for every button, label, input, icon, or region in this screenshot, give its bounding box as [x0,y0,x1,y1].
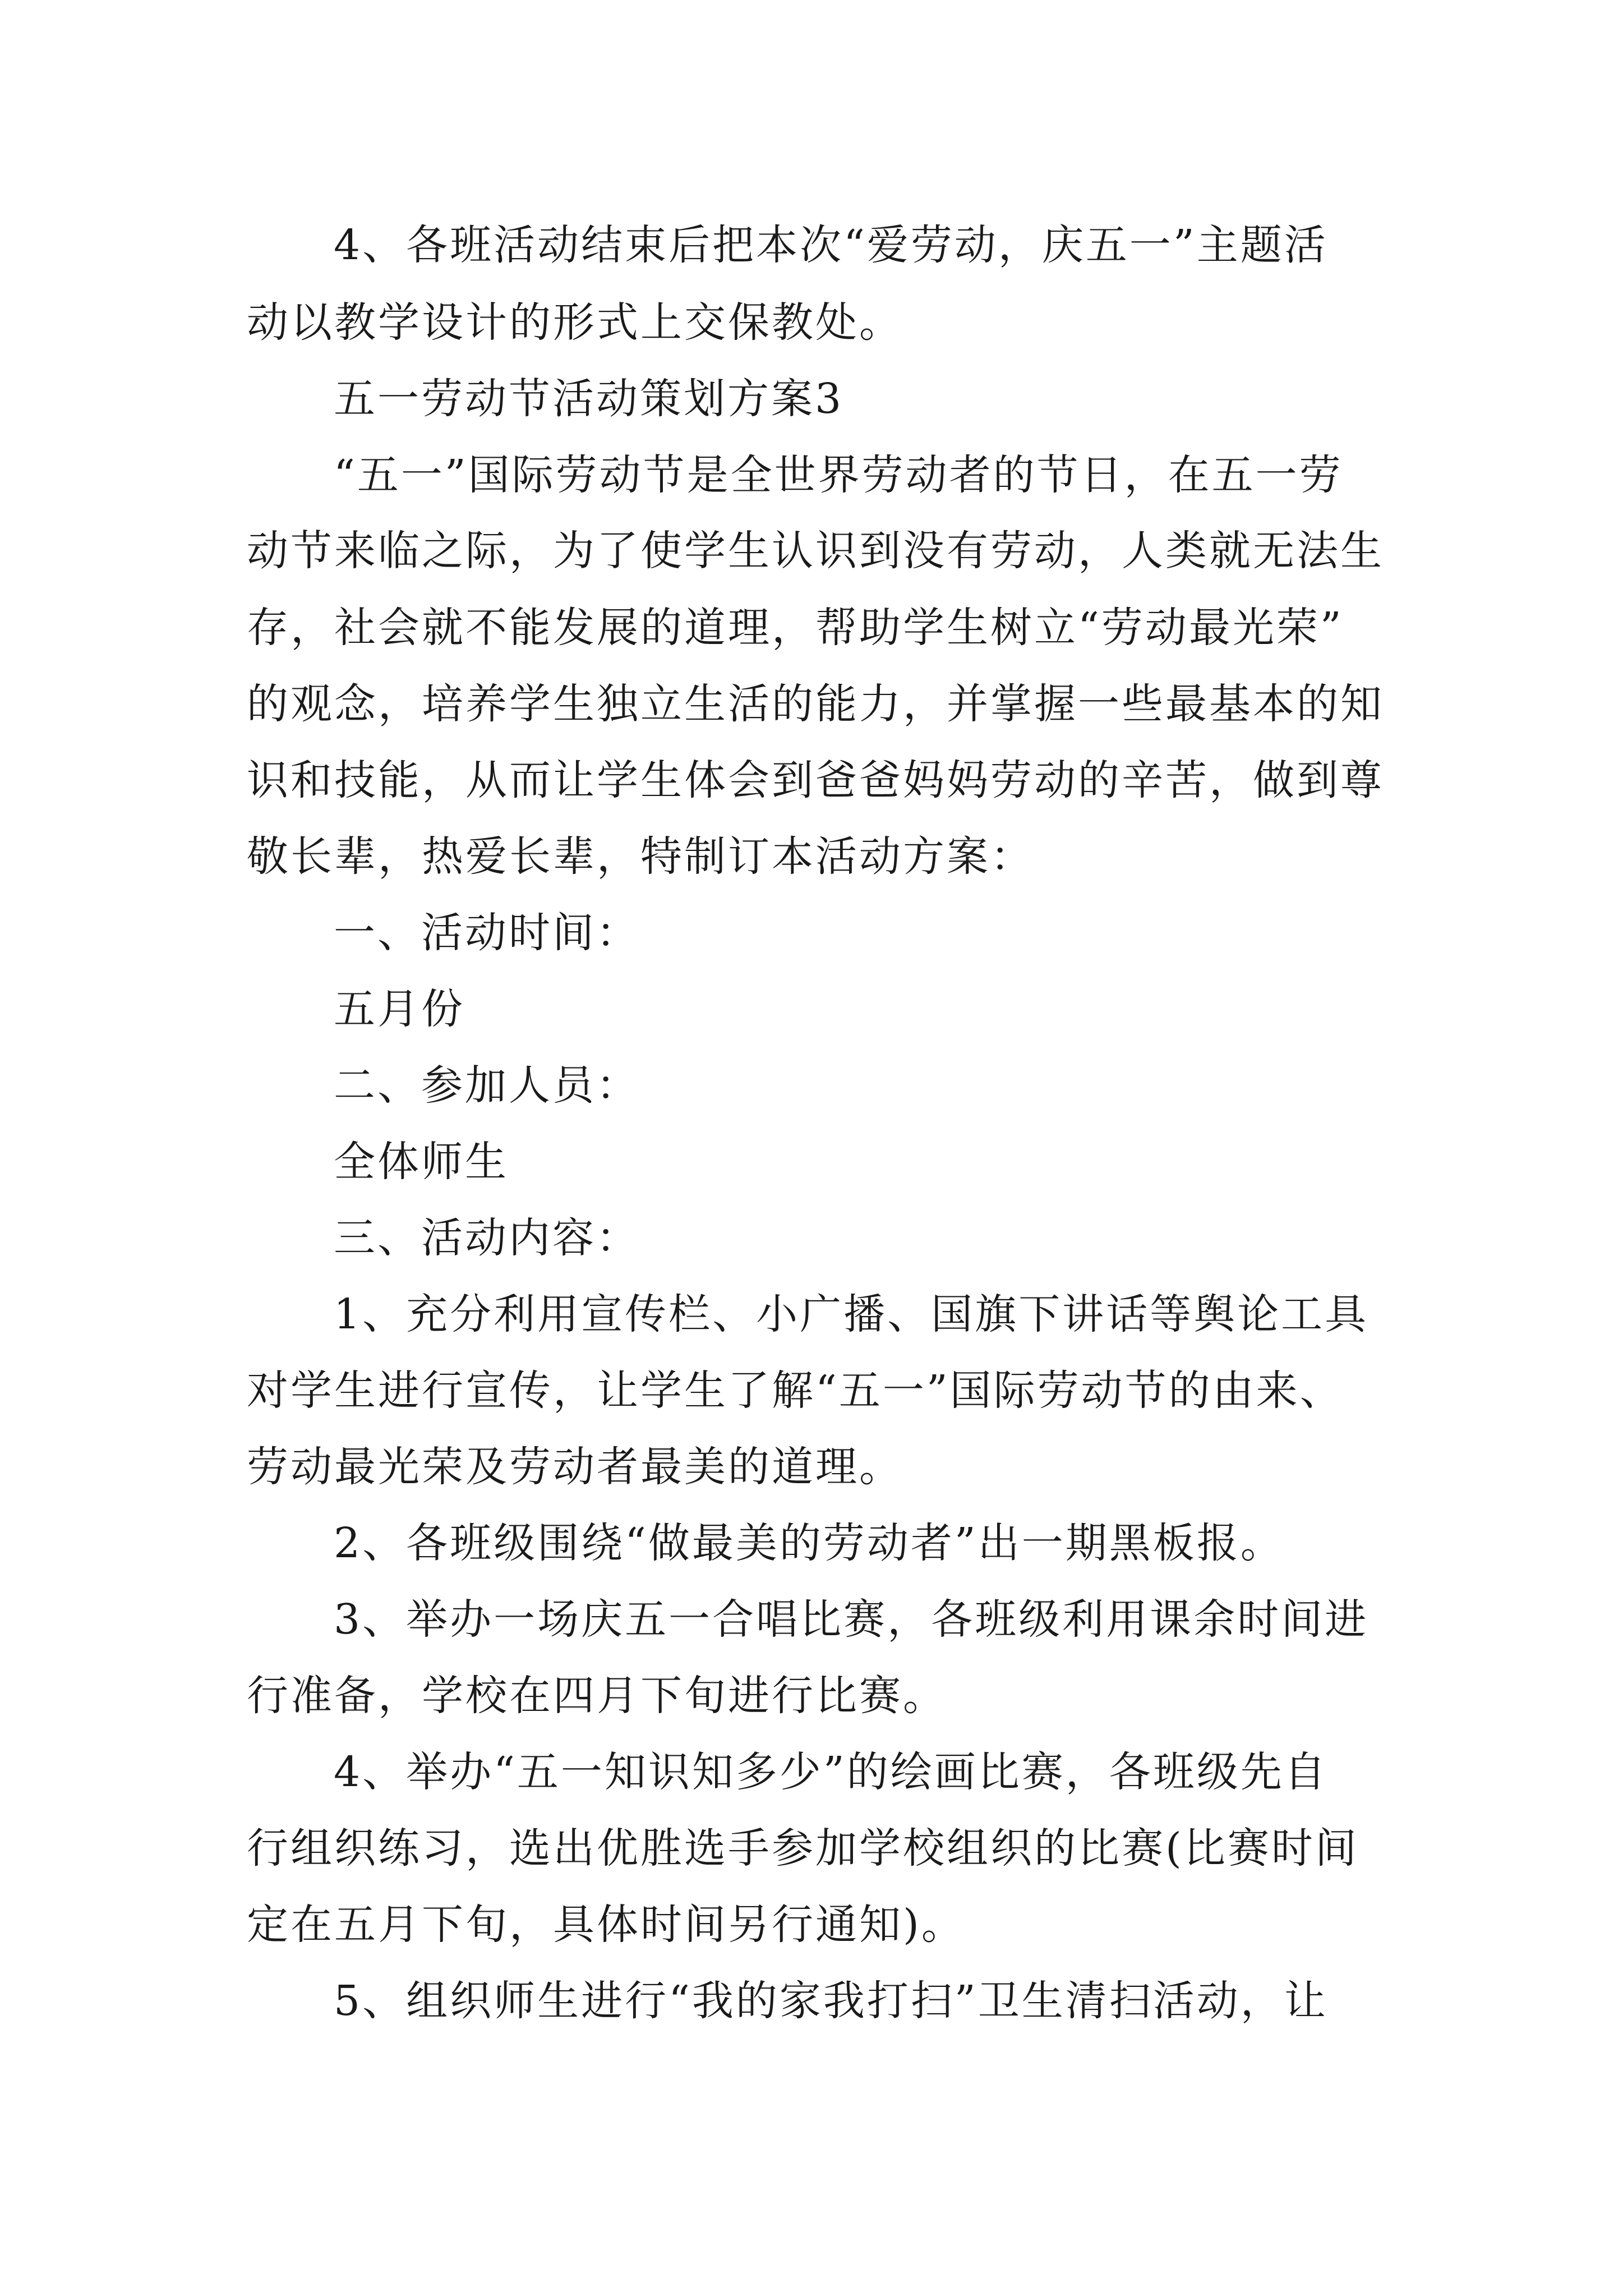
text-line: 五月份 [334,985,465,1033]
text-line: 2、各班级围绕“做最美的劳动者”出一期黑板报。 [334,1519,1284,1567]
section-title: 五一劳动节活动策划方案3 [334,375,844,423]
text-line: 动节来临之际，为了使学生认识到没有劳动，人类就无法生 [247,527,1384,575]
text-line: 劳动最光荣及劳动者最美的道理。 [247,1443,903,1491]
text-line: 1、充分利用宣传栏、小广播、国旗下讲话等舆论工具 [334,1290,1369,1338]
text-line: 的观念，培养学生独立生活的能力，并掌握一些最基本的知 [247,680,1384,728]
text-line: 定在五月下旬，具体时间另行通知)。 [247,1901,965,1949]
text-line: 3、举办一场庆五一合唱比赛，各班级利用课余时间进 [334,1595,1369,1644]
text-line: 存，社会就不能发展的道理，帮助学生树立“劳动最光荣” [247,604,1344,652]
text-line: 5、组织师生进行“我的家我打扫”卫生清扫活动，让 [334,1977,1328,2025]
text-line: 行准备，学校在四月下旬进行比赛。 [247,1672,947,1720]
text-line: 动以教学设计的形式上交保教处。 [247,298,903,347]
text-line: “五一”国际劳动节是全世界劳动者的节日，在五一劳 [334,451,1343,499]
text-line: 4、举办“五一知识知多少”的绘画比赛，各班级先自 [334,1748,1328,1796]
text-line: 二、参加人员： [334,1061,640,1110]
text-line: 敬长辈，热爱长辈，特制订本活动方案： [247,832,1034,881]
text-line: 三、活动内容： [334,1214,640,1262]
text-line: 识和技能，从而让学生体会到爸爸妈妈劳动的辛苦，做到尊 [247,756,1384,804]
text-line: 全体师生 [334,1138,509,1186]
text-line: 4、各班活动结束后把本次“爱劳动，庆五一”主题活 [334,221,1328,269]
text-line: 行组织练习，选出优胜选手参加学校组织的比赛(比赛时间 [247,1824,1359,1872]
text-line: 一、活动时间： [334,909,640,957]
text-line: 对学生进行宣传，让学生了解“五一”国际劳动节的由来、 [247,1366,1344,1415]
